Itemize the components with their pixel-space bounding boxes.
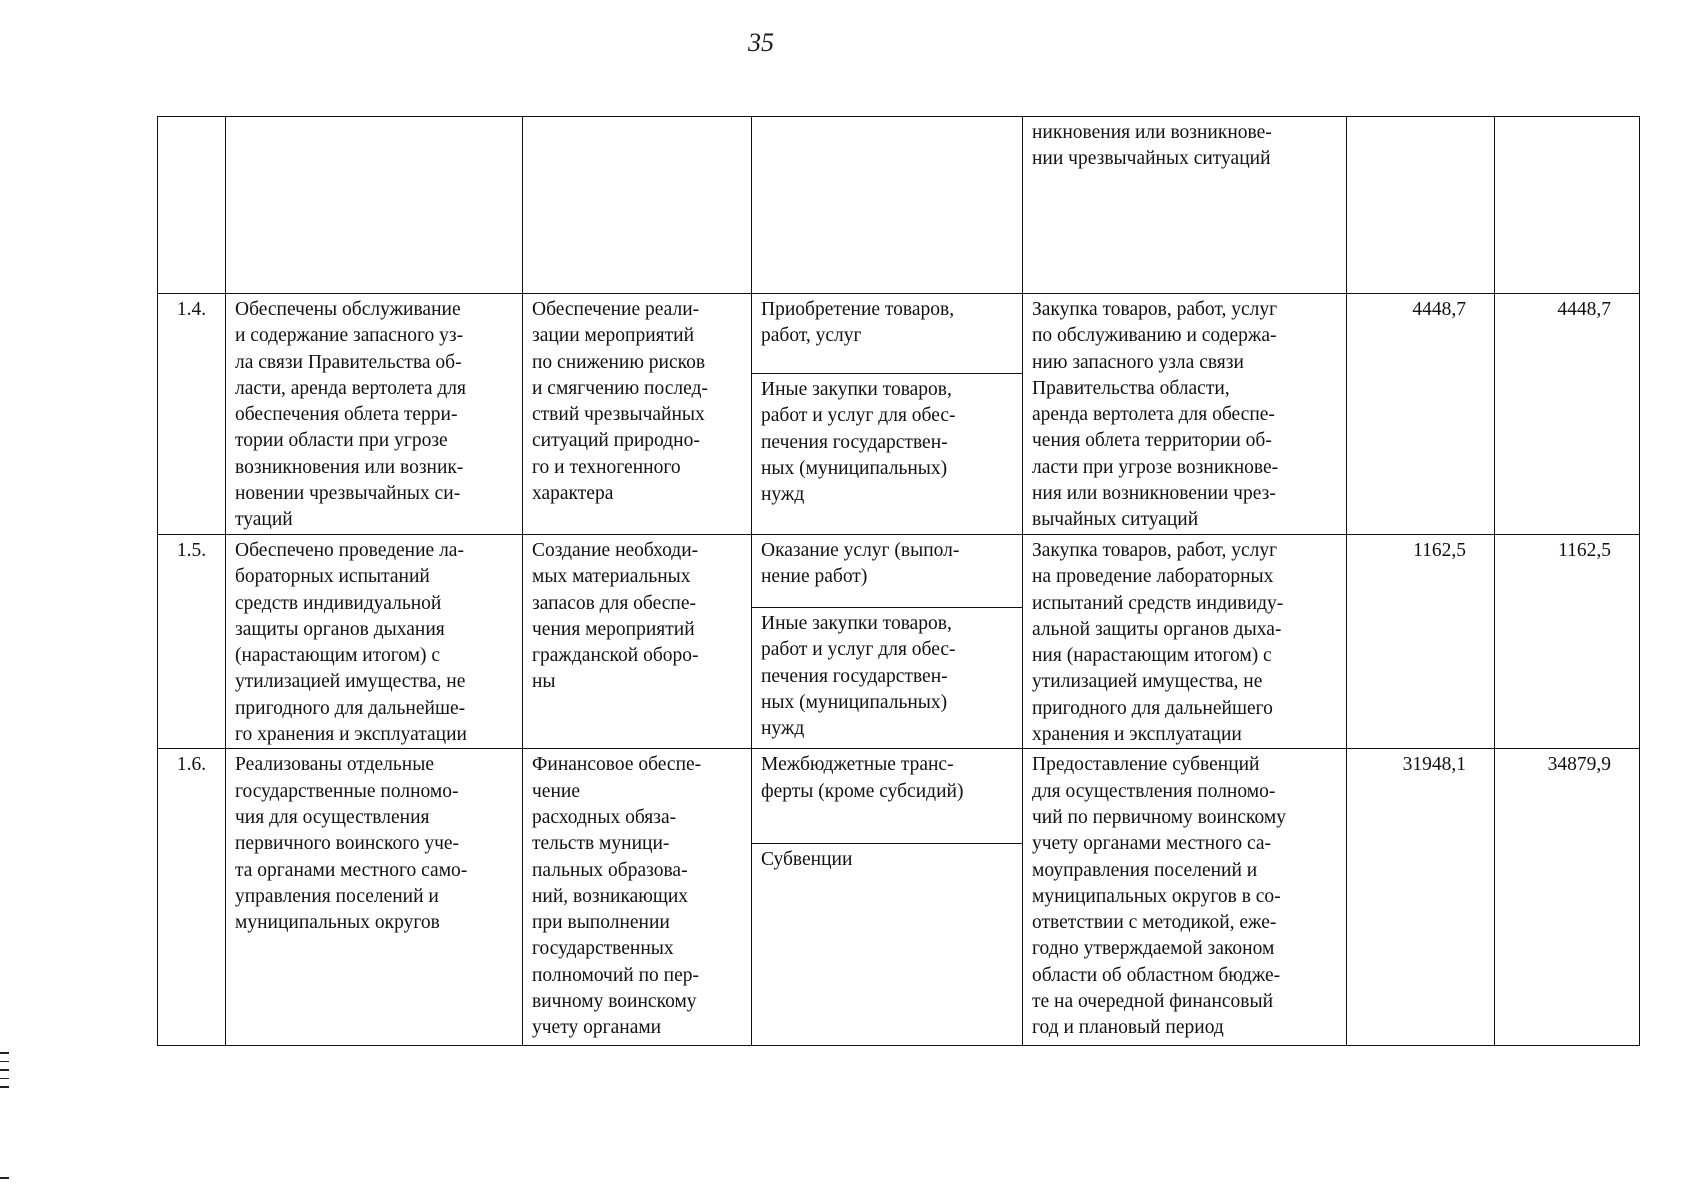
description-cell: никновения или возникнове- нии чрезвычайных ситуаций	[1023, 117, 1347, 294]
expense-type-cell	[752, 749, 1023, 1046]
table-row	[158, 749, 1640, 1046]
result-cell: Реализованы отдельные государственные полномо- чия для осуществления первичного воинского уче- та органами местного само- управления поселений и муниципальных округов	[226, 749, 523, 1046]
description-cell: Закупка товаров, работ, услуг на проведение лабораторных испытаний средств индивиду- альной защиты органов дыха- ния (нарастающим итогом) с утилизацией имущества, не пригодного для дальнейшего хранения и эксплуатации	[1023, 535, 1347, 749]
row-number-cell: 1.6.	[158, 749, 226, 1046]
description-cell: Предоставление субвенций для осуществления полномо- чий по первичному воинскому учету органами местного са- моуправления поселений и муниципальных округов в со- ответствии с методикой, еже- годно утверждаемой законом области об областном бюдже- те на очередной финансовый год и плановый период	[1023, 749, 1347, 1046]
margin-tick-marks	[0, 1052, 10, 1095]
expense-type-item: Оказание услуг (выпол- нение работ)	[761, 540, 960, 588]
expense-type-item: Иные закупки товаров, работ и услуг для обес- печения государствен- ных (муниципальных) нужд	[752, 373, 1022, 534]
amount-cell-1: 1162,5	[1347, 535, 1495, 749]
margin-tick	[0, 1078, 9, 1080]
page-number: 35	[748, 28, 774, 57]
margin-tick	[0, 1069, 9, 1071]
amount-cell-2: 34879,9	[1495, 749, 1640, 1046]
table-row	[158, 294, 1640, 535]
amount-cell-2: 1162,5	[1495, 535, 1640, 749]
expense-type-item: Субвенции	[752, 843, 1022, 1045]
result-cell	[226, 117, 523, 294]
expense-type-cell	[752, 294, 1023, 535]
margin-tick	[0, 1061, 9, 1063]
budget-table	[157, 116, 1640, 1046]
expense-type-cell	[752, 117, 1023, 294]
event-cell: Обеспечение реали- зации мероприятий по снижению рисков и смягчению послед- ствий чрезвычайных ситуаций природно- го и техногенного характера	[523, 294, 752, 535]
expense-type-item: Иные закупки товаров, работ и услуг для обес- печения государствен- ных (муниципальных) нужд	[752, 607, 1022, 745]
event-cell: Создание необходи- мых материальных запасов для обеспе- чения мероприятий гражданской оборо- ны	[523, 535, 752, 749]
margin-tick	[0, 1052, 9, 1054]
table-body	[158, 117, 1640, 1046]
expense-type-cell	[752, 535, 1023, 749]
expense-type-item	[752, 117, 1022, 293]
amount-cell-2	[1495, 117, 1640, 294]
event-cell	[523, 117, 752, 294]
table-row	[158, 535, 1640, 749]
amount-cell-2: 4448,7	[1495, 294, 1640, 535]
expense-type-item: Приобретение товаров, работ, услуг	[761, 299, 955, 347]
amount-cell-1: 31948,1	[1347, 749, 1495, 1046]
result-cell: Обеспечены обслуживание и содержание запасного уз- ла связи Правительства об- ласти, аренда вертолета для обеспечения облета терри- тории области при угрозе возникновения или возник- новении чрезвычайных си- туаций	[226, 294, 523, 535]
row-number-cell: 1.4.	[158, 294, 226, 535]
table-row	[158, 117, 1640, 294]
expense-type-item: Межбюджетные транс- ферты (кроме субсидий)	[761, 754, 964, 802]
event-cell: Финансовое обеспе- чение расходных обяза- тельств муници- пальных образова- ний, возникающих при выполнении государственных полномочий по пер- вичному воинскому учету органами	[523, 749, 752, 1046]
margin-tick	[0, 1086, 9, 1088]
row-number-cell: 1.5.	[158, 535, 226, 749]
description-cell: Закупка товаров, работ, услуг по обслуживанию и содержа- нию запасного узла связи Правительства области, аренда вертолета для обеспе- чения облета территории об- ласти при угрозе возникнове- ния или возникновении чрез- вычайных ситуаций	[1023, 294, 1347, 535]
result-cell: Обеспечено проведение ла- бораторных испытаний средств индивидуальной защиты органов дыхания (нарастающим итогом) с утилизацией имущества, не пригодного для дальнейше- го хранения и эксплуатации	[226, 535, 523, 749]
amount-cell-1	[1347, 117, 1495, 294]
margin-tick	[0, 1177, 9, 1179]
amount-cell-1: 4448,7	[1347, 294, 1495, 535]
row-number-cell	[158, 117, 226, 294]
